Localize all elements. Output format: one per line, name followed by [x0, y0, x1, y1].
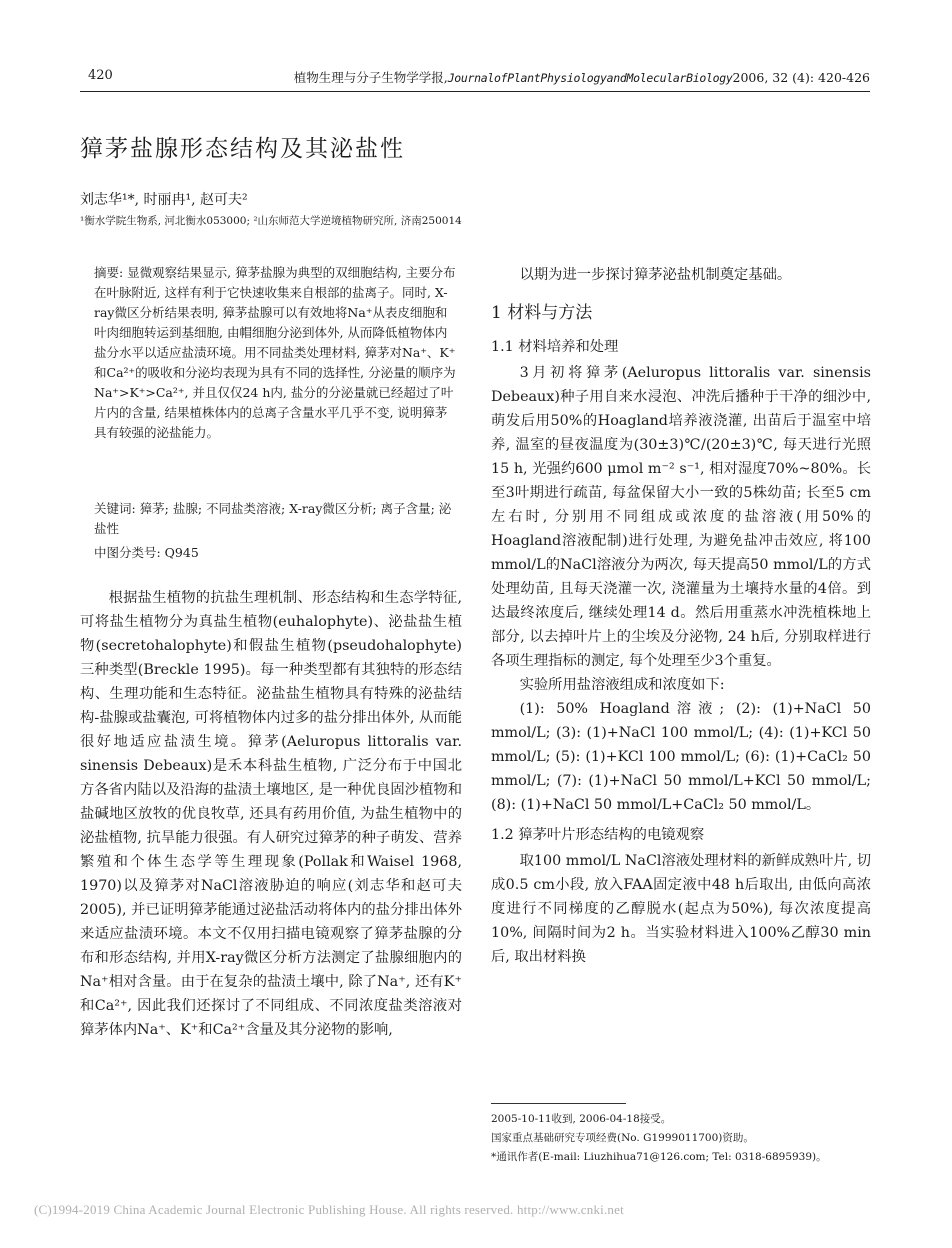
journal-name-cn: 植物生理与分子生物学学报,: [293, 70, 448, 85]
right-column: [491, 263, 871, 969]
copyright-watermark: (C)1994-2019 China Academic Journal Electronic Publishing House. All rights reserved. http://www.cnki.net: [34, 1202, 624, 1217]
section-heading-1-2: 1.2 獐茅叶片形态结构的电镜观察: [491, 827, 705, 843]
author-list: 刘志华¹*, 时丽冉¹, 赵可夫²: [80, 192, 248, 208]
footnote-rule: [491, 1103, 626, 1104]
introduction: [80, 586, 462, 1042]
methods-paragraph-3: 取100 mmol/L NaCl溶液处理材料的新鲜成熟叶片, 切成0.5 cm小段, 放入FAA固定液中48 h后取出, 由低向高浓度进行不同梯度的乙醇脱水(起点为50%), 每次浓度提高10%, 间隔时间为2 h。当实验材料进入100%乙醇30 min后, 取出材料换: [491, 853, 871, 965]
journal-name-en: JournalofPlantPhysiologyandMolecularBiology: [447, 71, 733, 85]
journal-citation: [294, 68, 870, 86]
solution-list: (1): 50% Hoagland溶液; (2): (1)+NaCl 50 mmol/L; (3): (1)+NaCl 100 mmol/L; (4): (1)+KCl 50 mmol/L; (5): (1)+KCl 100 mmol/L; (6): (1)+CaCl₂ 50 mmol/L; (7): (1)+NaCl 50 mmol/L+KCl 50 mmol/L; (8): (1)+NaCl 50 mmol/L+CaCl₂ 50 mmol/L。: [491, 701, 871, 813]
abstract: 摘要: 显微观察结果显示, 獐茅盐腺为典型的双细胞结构, 主要分布在叶脉附近, 这样有利于它快速收集来自根部的盐离子。同时, X-ray微区分析结果表明, 獐茅盐腺可以有效地将Na⁺从表皮细胞和叶肉细胞转运到基细胞, 由帽细胞分泌到体外, 从而降低植物体内盐分水平以适应盐渍环境。用不同盐类处理材料, 獐茅对Na⁺、K⁺和Ca²⁺的吸收和分泌均表现为具有不同的选择性, 分泌量的顺序为Na⁺>K⁺>Ca²⁺, 并且仅仅24 h内, 盐分的分泌量就已经超过了叶片内的含量, 结果植株体内的总离子含量水平几乎不变, 说明獐茅具有较强的泌盐能力。: [94, 265, 456, 440]
volume-info: 2006, 32 (4): 420-426: [732, 70, 870, 85]
funding-note: 国家重点基础研究专项经费(No. G1999011700)资助。: [491, 1132, 754, 1144]
methods-paragraph-1: 3月初将獐茅(Aeluropus littoralis var. sinensis Debeaux)种子用自来水浸泡、冲洗后播种于干净的细沙中, 萌发后用50%的Hoagland培养液浇灌, 出苗后于温室中培养, 温室的昼夜温度为(30±3)℃/(20±3)℃, 每天进行光照15 h, 光强约600 μmol m⁻² s⁻¹, 相对湿度70%~80%。长至3叶期进行疏苗, 每盆保留大小一致的5株幼苗; 长至5 cm左右时, 分别用不同组成或浓度的盐溶液(用50%的Hoagland溶液配制)进行处理, 为避免盐冲击效应, 将100 mmol/L的NaCl溶液分为两次, 每天提高50 mmol/L的方式处理幼苗, 且每天浇灌一次, 浇灌量为土壤持水量的4倍。到达最终浓度后, 继续处理14 d。然后用重蒸水冲洗植株地上部分, 以去掉叶片上的尘埃及分泌物, 24 h后, 分别取样进行各项生理指标的测定, 每个处理至少3个重复。: [491, 365, 871, 669]
header-rule: [80, 91, 870, 92]
received-date: 2005-10-11收到, 2006-04-18接受。: [491, 1113, 672, 1125]
page-number: 420: [88, 68, 113, 83]
intro-paragraph: 根据盐生植物的抗盐生理机制、形态结构和生态学特征, 可将盐生植物分为真盐生植物(euhalophyte)、泌盐盐生植物(secretohalophyte)和假盐生植物(pseudohalophyte)三种类型(Breckle 1995)。每一种类型都有其独特的形态结构、生理功能和生态特征。泌盐盐生植物具有特殊的泌盐结构-盐腺或盐囊泡, 可将植物体内过多的盐分排出体外, 从而能很好地适应盐渍生境。獐茅(Aeluropus littoralis var. sinensis Debeaux)是禾本科盐生植物, 广泛分布于中国北方各省内陆以及沿海的盐渍土壤地区, 是一种优良固沙植物和盐碱地区放牧的优良牧草, 还具有药用价值, 为盐生植物中的泌盐植物, 抗旱能力很强。有人研究过獐茅的种子萌发、营养繁殖和个体生态学等生理现象(Pollak和Waisel 1968, 1970)以及獐茅对NaCl溶液胁迫的响应(刘志华和赵可夫2005), 并已证明獐茅能通过泌盐活动将体内的盐分排出体外来适应盐渍环境。本文不仅用扫描电镜观察了獐茅盐腺的分布和形态结构, 并用X-ray微区分析方法测定了盐腺细胞内的Na⁺相对含量。由于在复杂的盐渍土壤中, 除了Na⁺, 还有K⁺和Ca²⁺, 因此我们还探讨了不同组成、不同浓度盐类溶液对獐茅体内Na⁺、K⁺和Ca²⁺含量及其分泌物的影响,: [80, 590, 462, 1038]
classification-number: 中图分类号: Q945: [94, 545, 199, 560]
keywords: 关键词: 獐茅; 盐腺; 不同盐类溶液; X-ray微区分析; 离子含量; 泌盐性: [94, 501, 452, 536]
running-header: [80, 66, 870, 88]
section-heading-1-1: 1.1 材料培养和处理: [491, 339, 619, 355]
article-title: 獐茅盐腺形态结构及其泌盐性: [80, 136, 405, 162]
section-heading-1: 1 材料与方法: [491, 303, 593, 323]
affiliation: ¹衡水学院生物系, 河北衡水053000; ²山东师范大学逆境植物研究所, 济南250014: [80, 215, 462, 227]
methods-paragraph-2: 实验所用盐溶液组成和浓度如下:: [519, 677, 725, 693]
footnotes: [491, 1110, 881, 1167]
corresponding-author: *通讯作者(E-mail: Liuzhihua71@126.com; Tel: 0318-6895939)。: [491, 1151, 827, 1163]
intro-continuation: 以期为进一步探讨獐茅泌盐机制奠定基础。: [519, 267, 792, 283]
